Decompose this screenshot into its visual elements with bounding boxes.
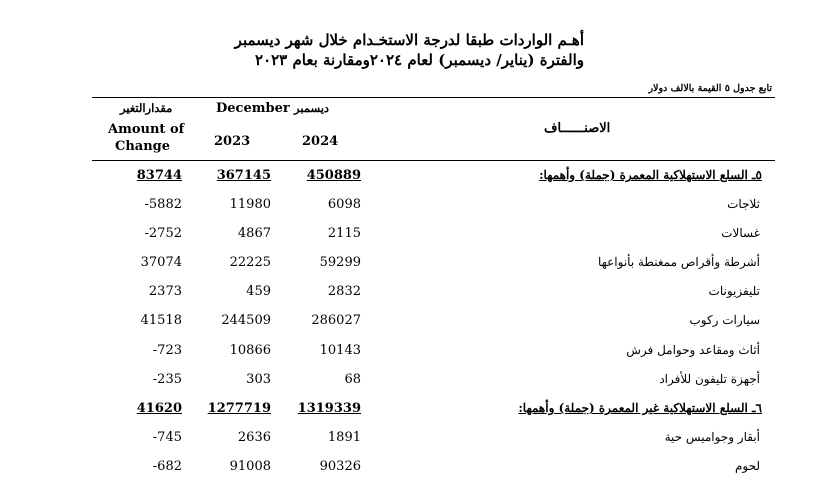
value-2024-cell: 1319339 bbox=[297, 401, 361, 416]
change-header-english-2: Change bbox=[115, 139, 171, 154]
change-cell: 2373 bbox=[148, 284, 182, 299]
value-2024-cell: 1891 bbox=[327, 430, 361, 445]
value-2023-cell: 367145 bbox=[216, 168, 271, 183]
change-cell: 83744 bbox=[136, 168, 182, 183]
item-label: ٦ـ السلع الاستهلاكية غير المعمرة (جملة) وأهمها: bbox=[518, 401, 762, 415]
december-header-arabic: ديسمبر bbox=[294, 101, 330, 115]
item-label: أثاث ومقاعد وحوامل فرش bbox=[626, 343, 760, 357]
header-bottom-rule bbox=[92, 160, 775, 161]
value-2023-cell: 459 bbox=[246, 284, 271, 299]
item-label: تليفزيونات bbox=[708, 284, 760, 298]
item-label: غسالات bbox=[721, 226, 760, 240]
category-row bbox=[0, 401, 818, 421]
change-cell: -745 bbox=[152, 430, 182, 445]
table-row bbox=[0, 284, 818, 304]
item-label: ثلاجات bbox=[727, 197, 760, 211]
value-2023-cell: 244509 bbox=[221, 313, 271, 328]
value-2024-cell: 6098 bbox=[327, 197, 361, 212]
change-cell: -235 bbox=[152, 372, 182, 387]
table-row bbox=[0, 313, 818, 333]
year-2024-header: 2024 bbox=[302, 134, 339, 149]
value-2023-cell: 1277719 bbox=[207, 401, 271, 416]
value-2023-cell: 91008 bbox=[229, 459, 271, 474]
table-row bbox=[0, 343, 818, 363]
value-2023-cell: 303 bbox=[246, 372, 271, 387]
item-label: أبقار وجواميس حية bbox=[664, 430, 760, 444]
change-cell: -5882 bbox=[144, 197, 182, 212]
value-2023-cell: 22225 bbox=[229, 255, 271, 270]
table-row bbox=[0, 226, 818, 246]
value-2024-cell: 450889 bbox=[306, 168, 361, 183]
report-title: أهـم الواردات طبقا لدرجة الاستخـدام خلال شهر ديسمبر bbox=[234, 31, 584, 49]
report-subtitle: والفترة (يناير/ ديسمبر) لعام ٢٠٢٤ومقارنة بعام ٢٠٢٣ bbox=[255, 51, 584, 69]
value-2024-cell: 90326 bbox=[319, 459, 361, 474]
december-header-english: December bbox=[216, 101, 290, 116]
item-label: سيارات ركوب bbox=[689, 313, 760, 327]
change-cell: 37074 bbox=[140, 255, 182, 270]
value-2024-cell: 2115 bbox=[327, 226, 361, 241]
value-2024-cell: 2832 bbox=[327, 284, 361, 299]
item-label: ٥ـ السلع الاستهلاكية المعمرة (جملة) وأهمها: bbox=[539, 168, 762, 182]
item-label: لحوم bbox=[734, 459, 760, 473]
change-cell: -682 bbox=[152, 459, 182, 474]
value-2023-cell: 10866 bbox=[229, 343, 271, 358]
table-row bbox=[0, 372, 818, 392]
value-2024-cell: 286027 bbox=[311, 313, 361, 328]
value-2024-cell: 59299 bbox=[319, 255, 361, 270]
items-header: الاصنــــــاف bbox=[544, 121, 611, 136]
value-2023-cell: 11980 bbox=[229, 197, 271, 212]
change-header-arabic: مقدارالتغير bbox=[120, 101, 173, 115]
table-note: تابع جدول ٥ القيمة بالالف دولار bbox=[648, 83, 772, 94]
value-2024-cell: 10143 bbox=[319, 343, 361, 358]
change-cell: 41620 bbox=[136, 401, 182, 416]
change-cell: -2752 bbox=[144, 226, 182, 241]
value-2023-cell: 4867 bbox=[237, 226, 271, 241]
value-2023-cell: 2636 bbox=[237, 430, 271, 445]
table-row bbox=[0, 430, 818, 450]
table-top-rule bbox=[92, 97, 775, 98]
change-cell: 41518 bbox=[140, 313, 182, 328]
year-2023-header: 2023 bbox=[214, 134, 251, 149]
table-row bbox=[0, 255, 818, 275]
item-label: أشرطة وأقراص ممغنطة بأنواعها bbox=[597, 255, 760, 269]
value-2024-cell: 68 bbox=[344, 372, 361, 387]
change-cell: -723 bbox=[152, 343, 182, 358]
table-row bbox=[0, 459, 818, 479]
category-row bbox=[0, 168, 818, 188]
change-header-english-1: Amount of bbox=[108, 122, 185, 137]
item-label: أجهزة تليفون للأفراد bbox=[659, 372, 760, 386]
table-row bbox=[0, 197, 818, 217]
